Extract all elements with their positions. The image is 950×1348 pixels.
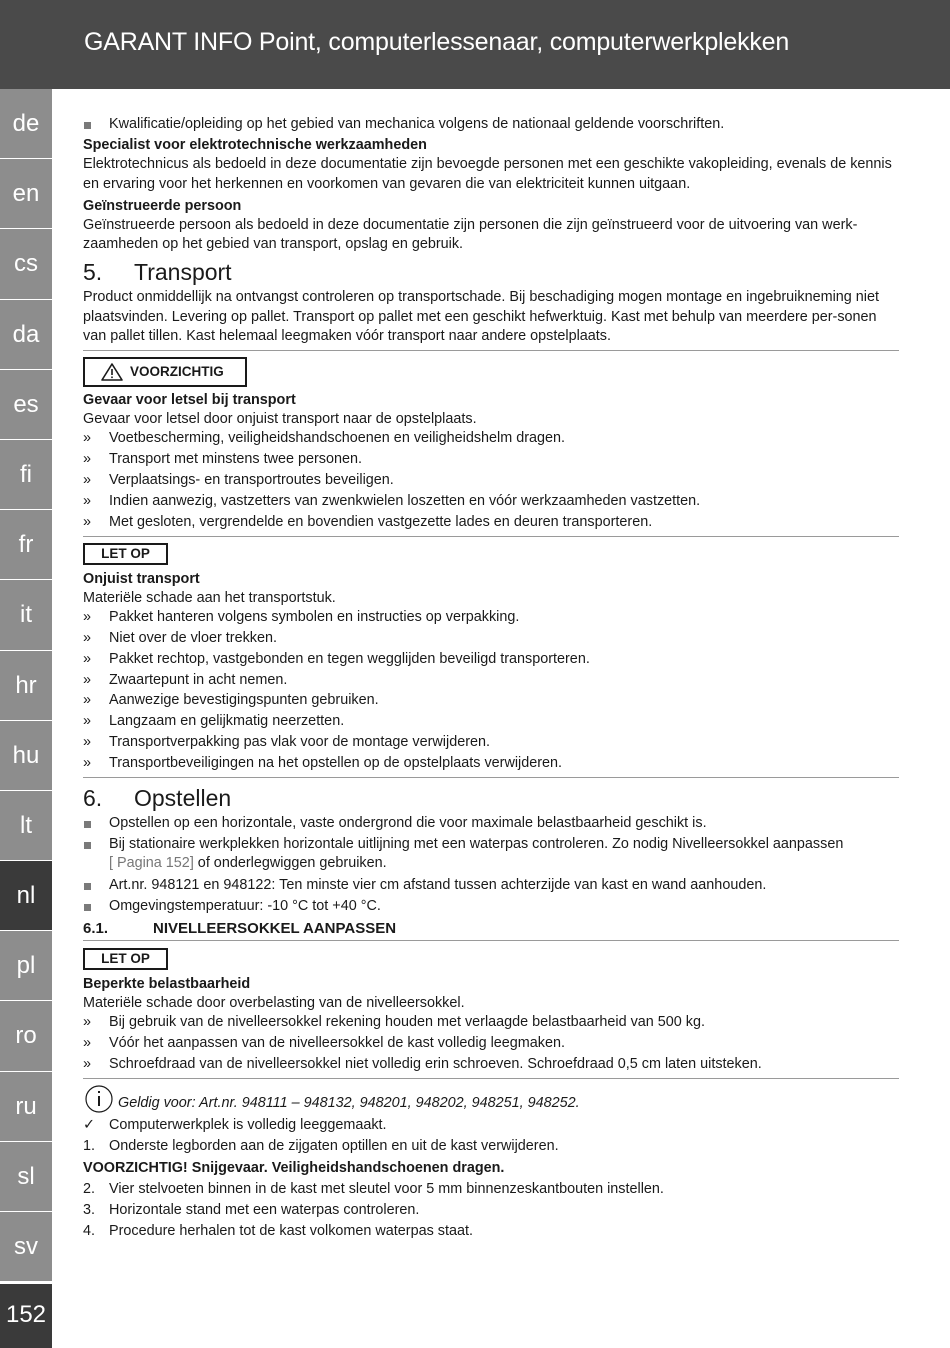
main-content bbox=[83, 114, 899, 1243]
divider bbox=[83, 350, 899, 351]
notice-item: » Vóór het aanpassen van de nivelleersokkel de kast volledig leegmaken. bbox=[83, 1034, 899, 1053]
subsection-6-1-heading bbox=[83, 919, 899, 941]
lang-tab-fr[interactable]: fr bbox=[0, 510, 52, 580]
info-icon bbox=[83, 1085, 115, 1113]
section-5-number: 5. bbox=[83, 259, 103, 286]
specialist-heading: Specialist voor elektrotechnische werkzaamheden bbox=[83, 137, 427, 154]
specialist-text: Elektrotechnicus als bedoeld in deze documentatie zijn bevoegde personen met een geschikte vakopleiding, evenals de kennis en ervaring voor het herkennen en voorkomen van gevaren die van elektriciteit kunnen uitgaan. bbox=[83, 156, 892, 192]
notice-item: » Langzaam en gelijkmatig neerzetten. bbox=[83, 712, 899, 731]
lang-tab-sv[interactable]: sv bbox=[0, 1212, 52, 1282]
notice-item: » Zwaartepunt in acht nemen. bbox=[83, 671, 899, 690]
lang-tab-hr[interactable]: hr bbox=[0, 651, 52, 721]
section-6-number: 6. bbox=[83, 785, 103, 812]
lang-tab-pl[interactable]: pl bbox=[0, 931, 52, 1001]
notice-item: » Niet over de vloer trekken. bbox=[83, 629, 899, 648]
subsection-title: NIVELLEERSOKKEL AANPASSEN bbox=[153, 920, 397, 938]
notice-heading: Beperkte belastbaarheid bbox=[83, 976, 251, 993]
notice-item: » Transportbeveiligingen na het opstellen op de opstelplaats verwijderen. bbox=[83, 754, 899, 773]
caution-item: » Verplaatsings- en transportroutes beveiligen. bbox=[83, 471, 899, 490]
lang-tab-ru[interactable]: ru bbox=[0, 1072, 52, 1142]
lang-tab-sl[interactable]: sl bbox=[0, 1142, 52, 1212]
lang-tab-ro[interactable]: ro bbox=[0, 1001, 52, 1071]
checkmark-icon: ✓ bbox=[83, 1117, 96, 1134]
notice-text: Materiële schade aan het transportstuk. bbox=[83, 590, 336, 607]
lang-tab-en[interactable]: en bbox=[0, 159, 52, 229]
validity-info bbox=[83, 1085, 899, 1113]
page-title: GARANT INFO Point, computerlessenaar, computerwerkplekken bbox=[84, 28, 790, 56]
section-5-title: Transport bbox=[134, 259, 232, 286]
notice-text: Materiële schade door overbelasting van de nivelleersokkel. bbox=[83, 995, 465, 1012]
step-item: 4. Procedure herhalen tot de kast volkomen waterpas staat. bbox=[83, 1223, 473, 1240]
notice-label-box: LET OP bbox=[83, 543, 168, 565]
notice-item: » Transportverpakking pas vlak voor de montage verwijderen. bbox=[83, 733, 899, 752]
lang-tab-it[interactable]: it bbox=[0, 580, 52, 650]
caution-label: VOORZICHTIG bbox=[130, 364, 224, 380]
caution-item: » Voetbescherming, veiligheidshandschoenen en veiligheidshelm dragen. bbox=[83, 429, 899, 448]
divider bbox=[83, 536, 899, 537]
precondition-item: ✓ Computerwerkplek is volledig leeggemaakt. bbox=[83, 1116, 899, 1135]
setup-bullet: Opstellen op een horizontale, vaste ondergrond die voor maximale belastbaarheid geschikt is. bbox=[83, 814, 899, 833]
warning-triangle-icon bbox=[101, 363, 123, 381]
qualification-bullet: Kwalificatie/opleiding op het gebied van mechanica volgens de nationaal geldende voorschriften. bbox=[83, 115, 899, 134]
caution-item: » Met gesloten, vergrendelde en bovendien vastgezette lades en deuren transporteren. bbox=[83, 513, 899, 532]
notice-item: » Pakket hanteren volgens symbolen en instructies op verpakking. bbox=[83, 608, 899, 627]
notice-item: » Schroefdraad van de nivelleersokkel niet volledig erin schroeven. Schroefdraad 0,5 cm laten uitsteken. bbox=[83, 1055, 899, 1074]
lang-tab-es[interactable]: es bbox=[0, 370, 52, 440]
caution-item: » Indien aanwezig, vastzetters van zwenkwielen loszetten en vóór werkzaamheden vastzetten. bbox=[83, 492, 899, 511]
step-item: 1. Onderste legborden aan de zijgaten optillen en uit de kast verwijderen. bbox=[83, 1138, 559, 1155]
step-item: 3. Horizontale stand met een waterpas controleren. bbox=[83, 1202, 420, 1219]
caution-inline: VOORZICHTIG! Snijgevaar. Veiligheidshandschoenen dragen. bbox=[83, 1160, 505, 1177]
notice-item: » Aanwezige bevestigingspunten gebruiken. bbox=[83, 691, 899, 710]
notice-item: » Bij gebruik van de nivelleersokkel rekening houden met verlaagde belastbaarheid van 500 kg. bbox=[83, 1013, 899, 1032]
lang-tab-cs[interactable]: cs bbox=[0, 229, 52, 299]
caution-label-box bbox=[83, 357, 247, 387]
step-item: 2. Vier stelvoeten binnen in de kast met sleutel voor 5 mm binnenzeskantbouten instellen. bbox=[83, 1181, 664, 1198]
section-5-text: Product onmiddellijk na ontvangst controleren op transportschade. Bij beschadiging mogen montage en ingebruikneming niet plaatsvinden. Levering op pallet. Transport op pallet met een geschikt hefwerktuig. Kast met behulp van meerdere per-sonen van pallet tillen. Kast helemaal leegmaken vóór transport naar andere opstelplaats. bbox=[83, 289, 879, 344]
notice-heading: Onjuist transport bbox=[83, 570, 200, 587]
validity-text: Geldig voor: Art.nr. 948111 – 948132, 948201, 948202, 948251, 948252. bbox=[118, 1095, 580, 1112]
lang-tab-nl[interactable]: nl bbox=[0, 861, 52, 931]
subsection-number: 6.1. bbox=[83, 920, 109, 938]
setup-bullet: Art.nr. 948121 en 948122: Ten minste vier cm afstand tussen achterzijde van kast en wand aanhouden. bbox=[83, 876, 899, 895]
lang-tab-lt[interactable]: lt bbox=[0, 791, 52, 861]
lang-tab-de[interactable]: de bbox=[0, 89, 52, 159]
caution-heading: Gevaar voor letsel bij transport bbox=[83, 392, 296, 409]
page-number: 152 bbox=[0, 1284, 52, 1348]
lang-tab-fi[interactable]: fi bbox=[0, 440, 52, 510]
lang-tab-da[interactable]: da bbox=[0, 300, 52, 370]
lang-tab-hu[interactable]: hu bbox=[0, 721, 52, 791]
page-header bbox=[0, 0, 950, 89]
instructed-text: Geïnstrueerde persoon als bedoeld in deze documentatie zijn personen die zijn geïnstrueerd voor de uitvoering van werk-zaamheden op het gebied van transport, opslag en gebruik. bbox=[83, 217, 858, 253]
notice-item: » Pakket rechtop, vastgebonden en tegen wegglijden beveiligd transporteren. bbox=[83, 650, 899, 669]
divider bbox=[83, 1078, 899, 1079]
divider bbox=[83, 777, 899, 778]
section-5-heading bbox=[83, 258, 899, 286]
section-6-title: Opstellen bbox=[134, 785, 232, 812]
section-6-heading bbox=[83, 784, 899, 812]
instructed-heading: Geïnstrueerde persoon bbox=[83, 197, 242, 214]
notice-label-box: LET OP bbox=[83, 948, 168, 970]
setup-bullet: Omgevingstemperatuur: -10 °C tot +40 °C. bbox=[83, 897, 899, 916]
caution-text: Gevaar voor letsel door onjuist transport naar de opstelplaats. bbox=[83, 411, 477, 428]
page-reference-link[interactable]: [ Pagina 152] bbox=[109, 855, 194, 872]
setup-bullet: Bij stationaire werkplekken horizontale uitlijning met een waterpas controleren. Zo nodig Nivelleersokkel aanpassen [ Pagina 152] of onderlegwiggen gebruiken. bbox=[83, 835, 899, 873]
language-sidebar bbox=[0, 89, 52, 1282]
caution-item: » Transport met minstens twee personen. bbox=[83, 450, 899, 469]
